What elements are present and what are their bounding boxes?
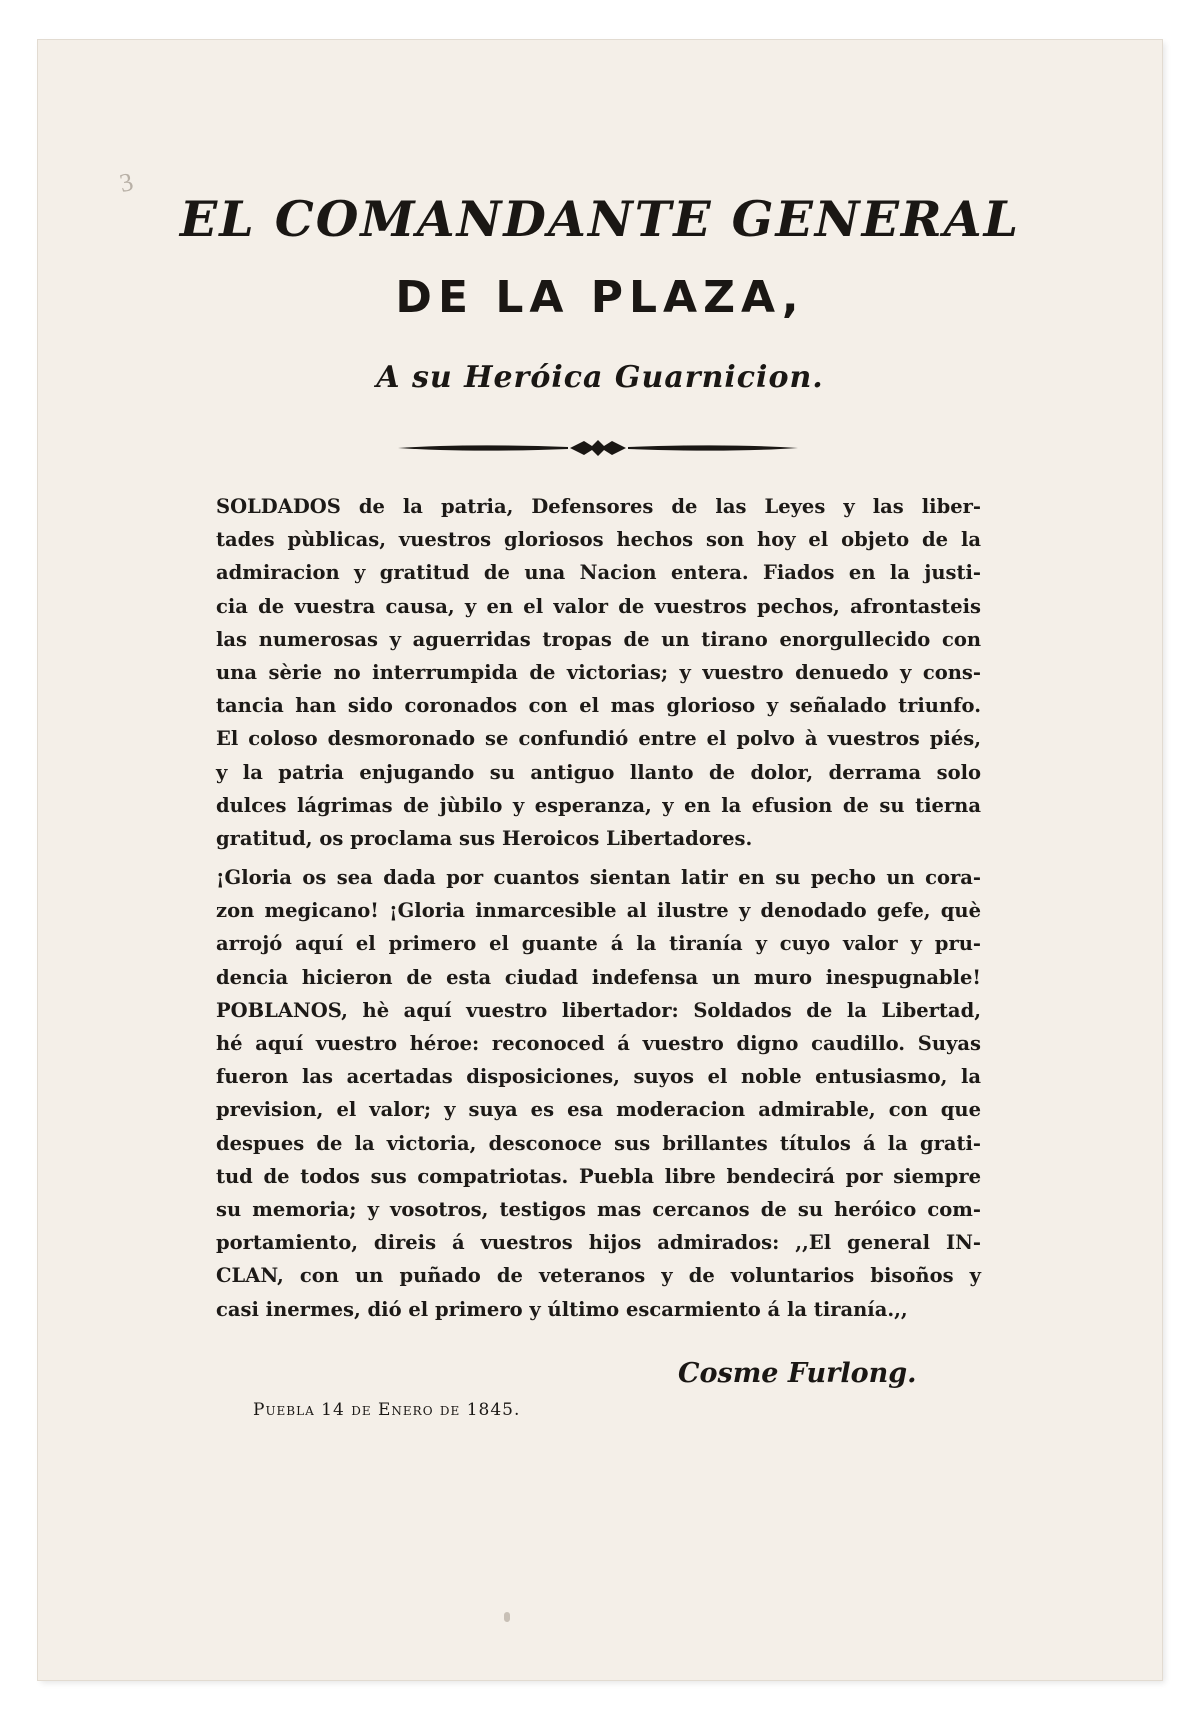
body-line: zon megicano! ¡Gloria inmarcesible al ilustre y denodado gefe, què <box>216 899 981 923</box>
body-line: El coloso desmoronado se confundió entre el polvo à vuestros piés, <box>216 727 981 751</box>
body-line: gratitud, os proclama sus Heroicos Libertadores. <box>216 826 753 850</box>
body-line: POBLANOS, hè aquí vuestro libertador: Soldados de la Libertad, <box>216 998 981 1022</box>
heading-de-la-plaza: DE LA PLAZA, <box>395 272 805 323</box>
body-line: y la patria enjugando su antiguo llanto de dolor, derrama solo <box>216 760 981 784</box>
body-line: dencia hicieron de esta ciudad indefensa un muro inespugnable! <box>216 965 981 989</box>
heading-comandante-general: EL COMANDANTE GENERAL <box>179 190 1021 248</box>
body-line: CLAN, con un puñado de veteranos y de voluntarios bisoños y <box>216 1264 981 1288</box>
broadside-sheet <box>38 40 1162 1680</box>
body-line: hé aquí vuestro héroe: reconoced á vuestro digno caudillo. Suyas <box>216 1032 981 1055</box>
body-line: tud de todos sus compatriotas. Puebla libre bendecirá por siempre <box>216 1164 981 1188</box>
body-line: su memoria; y vosotros, testigos mas cercanos de su heróico com- <box>216 1197 981 1221</box>
proclamation-text <box>216 490 981 1326</box>
body-line: dulces lágrimas de jùbilo y esperanza, y en la efusion de su tierna <box>216 793 981 817</box>
body-line: tancia han sido coronados con el mas glorioso y señalado triunfo. <box>216 694 981 718</box>
body-line: prevision, el valor; y suya es esa moderacion admirable, con que <box>216 1098 981 1122</box>
body-line: ¡Gloria os sea dada por cuantos sientan latir en su pecho un cora- <box>216 866 981 890</box>
pencil-mark: 3 <box>117 166 136 199</box>
paper-blemish <box>504 1612 510 1622</box>
dateline: Puebla 14 de Enero de 1845. <box>253 1400 521 1420</box>
signature: Cosme Furlong. <box>678 1358 917 1389</box>
ornamental-divider-icon <box>398 438 798 458</box>
body-line: arrojó aquí el primero el guante á la tiranía y cuyo valor y pru- <box>216 932 981 956</box>
body-line: despues de la victoria, desconoce sus brillantes títulos á la grati- <box>216 1131 981 1155</box>
body-line: cia de vuestra causa, y en el valor de vuestros pechos, afrontasteis <box>216 594 981 618</box>
body-line: SOLDADOS de la patria, Defensores de las Leyes y las liber- <box>216 495 981 518</box>
body-line: fueron las acertadas disposiciones, suyos el noble entusiasmo, la <box>216 1065 981 1089</box>
body-line: casi inermes, dió el primero y último escarmiento á la tiranía.,, <box>216 1297 908 1321</box>
body-line: admiracion y gratitud de una Nacion entera. Fiados en la justi- <box>216 561 981 585</box>
body-line: las numerosas y aguerridas tropas de un tirano enorgullecido con <box>216 627 981 651</box>
heading-guarnicion: A su Heróica Guarnicion. <box>376 360 824 395</box>
body-line: tades pùblicas, vuestros gloriosos hechos son hoy el objeto de la <box>216 528 981 552</box>
body-line: una sèrie no interrumpida de victorias; y vuestro denuedo y cons- <box>216 660 981 684</box>
body-line: portamiento, direis á vuestros hijos admirados: ,,El general IN- <box>216 1231 981 1255</box>
